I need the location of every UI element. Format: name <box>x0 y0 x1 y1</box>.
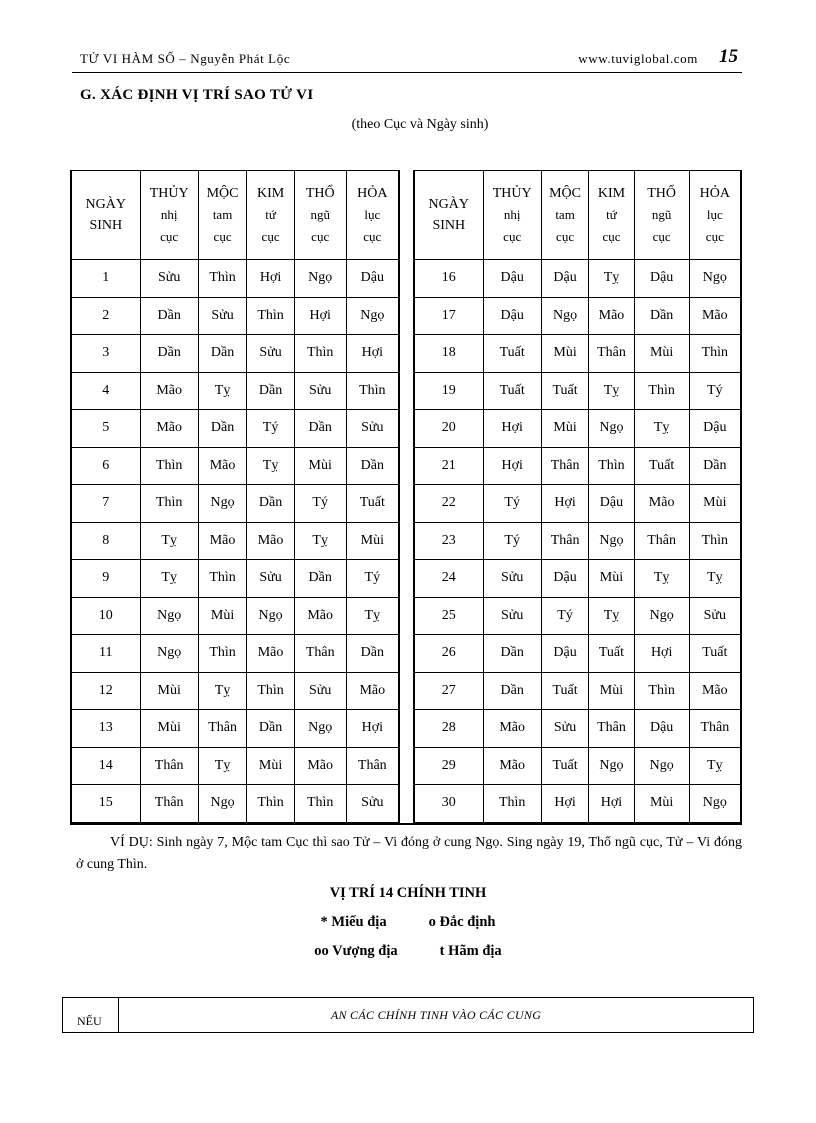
palace-cell: Sửu <box>689 597 741 635</box>
table-row <box>71 747 399 785</box>
palace-cell: Mùi <box>198 597 247 635</box>
palace-cell: Dần <box>294 560 346 598</box>
column-header <box>346 171 399 260</box>
column-header-line: lục <box>706 206 723 222</box>
palace-cell: Tý <box>483 522 541 560</box>
column-header-line: THỦY <box>492 185 532 201</box>
palace-cell: Ngọ <box>589 747 634 785</box>
column-header-line: cục <box>556 228 575 244</box>
column-header-line: ngũ <box>651 206 672 222</box>
day-cell: 28 <box>414 710 483 748</box>
day-cell: 30 <box>414 785 483 823</box>
column-header <box>483 171 541 260</box>
day-cell: 25 <box>414 597 483 635</box>
table-row <box>414 410 741 448</box>
palace-cell: Ngọ <box>140 597 198 635</box>
placement-table-header <box>62 997 754 1033</box>
legend-vuong: oo Vượng địa <box>314 943 398 959</box>
palace-cell: Sửu <box>198 297 247 335</box>
palace-cell: Mão <box>247 522 294 560</box>
palace-cell: Thìn <box>589 447 634 485</box>
palace-cell: Thìn <box>346 372 399 410</box>
legend-row-1 <box>0 914 816 931</box>
column-header-line: cục <box>652 228 671 244</box>
table-row <box>414 335 741 373</box>
column-header-line: NGÀY <box>85 197 126 212</box>
palace-cell: Thân <box>634 522 689 560</box>
palace-cell: Tỵ <box>294 522 346 560</box>
palace-cell: Dần <box>346 447 399 485</box>
palace-cell: Dậu <box>541 560 588 598</box>
palace-cell: Ngọ <box>634 597 689 635</box>
palace-cell: Dần <box>346 635 399 673</box>
palace-cell: Tỵ <box>198 747 247 785</box>
palace-cell: Thìn <box>689 335 741 373</box>
palace-cell: Thìn <box>198 260 247 298</box>
palace-cell: Dần <box>198 410 247 448</box>
table-row <box>414 297 741 335</box>
placement-column-header: AN CÁC CHÍNH TINH VÀO CÁC CUNG <box>330 1008 542 1022</box>
palace-cell: Tỵ <box>634 410 689 448</box>
palace-cell: Tuất <box>541 372 588 410</box>
palace-cell: Thìn <box>634 672 689 710</box>
column-header-line: MỘC <box>549 185 582 201</box>
table-row <box>71 522 399 560</box>
day-cell: 21 <box>414 447 483 485</box>
palace-cell: Dần <box>483 635 541 673</box>
palace-cell: Thìn <box>634 372 689 410</box>
day-cell: 2 <box>71 297 140 335</box>
column-header-line: nhị <box>503 206 521 222</box>
day-cell: 26 <box>414 635 483 673</box>
palace-cell: Tỵ <box>689 560 741 598</box>
table-row <box>71 485 399 523</box>
palace-cell: Sửu <box>483 597 541 635</box>
palace-cell: Hợi <box>541 785 588 823</box>
column-header-line: cục <box>213 228 232 244</box>
table-row <box>414 710 741 748</box>
palace-cell: Thân <box>589 710 634 748</box>
table-row <box>71 635 399 673</box>
palace-cell: Thìn <box>483 785 541 823</box>
example-paragraph: VÍ DỤ: Sinh ngày 7, Mộc tam Cục thì sao Tử – Vi đóng ở cung Ngọ. Sing ngày 19, Thổ ngũ cục, Tử – Vi đóng ở cung Thìn. <box>76 835 742 872</box>
column-header-line: cục <box>160 228 179 244</box>
palace-cell: Dần <box>689 447 741 485</box>
day-cell: 23 <box>414 522 483 560</box>
palace-cell: Tuất <box>483 372 541 410</box>
palace-cell: Thân <box>140 747 198 785</box>
legend-mieu: * Miếu địa <box>320 914 387 930</box>
palace-cell: Dậu <box>483 260 541 298</box>
palace-cell: Tỵ <box>589 260 634 298</box>
column-header-line: cục <box>261 228 280 244</box>
palace-cell: Thân <box>294 635 346 673</box>
palace-cell: Dần <box>483 672 541 710</box>
palace-cell: Tỵ <box>589 372 634 410</box>
palace-cell: Sửu <box>247 560 294 598</box>
table-row <box>414 485 741 523</box>
palace-cell: Mùi <box>589 672 634 710</box>
column-header-line: tứ <box>265 206 276 222</box>
table-row <box>71 447 399 485</box>
palace-cell: Thân <box>198 710 247 748</box>
palace-cell: Mùi <box>541 410 588 448</box>
palace-cell: Dậu <box>589 485 634 523</box>
page-number: 15 <box>719 46 738 67</box>
palace-cell: Hợi <box>634 635 689 673</box>
palace-cell: Tỵ <box>589 597 634 635</box>
palace-cell: Tuất <box>541 672 588 710</box>
palace-cell: Dần <box>247 372 294 410</box>
table-row <box>414 672 741 710</box>
palace-cell: Dậu <box>483 297 541 335</box>
palace-cell: Tuất <box>589 635 634 673</box>
table-row <box>71 560 399 598</box>
palace-cell: Mão <box>294 747 346 785</box>
palace-cell: Dần <box>247 710 294 748</box>
day-cell: 14 <box>71 747 140 785</box>
legend-row-2 <box>0 943 816 960</box>
column-header-line: lục <box>364 206 381 222</box>
palace-cell: Thìn <box>247 297 294 335</box>
day-cell: 16 <box>414 260 483 298</box>
palace-cell: Ngọ <box>294 260 346 298</box>
palace-cell: Ngọ <box>634 747 689 785</box>
palace-cell: Tuất <box>634 447 689 485</box>
palace-cell: Tỵ <box>198 372 247 410</box>
column-header-line: KIM <box>597 185 626 201</box>
palace-cell: Tý <box>541 597 588 635</box>
table-row <box>414 597 741 635</box>
day-cell: 19 <box>414 372 483 410</box>
column-header-line: MỘC <box>206 185 239 201</box>
palace-cell: Hợi <box>346 710 399 748</box>
palace-cell: Sửu <box>294 372 346 410</box>
palace-cell: Mão <box>483 747 541 785</box>
palace-cell: Dậu <box>634 260 689 298</box>
table-bottom-rule <box>70 823 742 825</box>
column-header <box>140 171 198 260</box>
palace-cell: Mùi <box>589 560 634 598</box>
palace-cell: Mùi <box>634 785 689 823</box>
day-cell: 10 <box>71 597 140 635</box>
palace-cell: Sửu <box>541 710 588 748</box>
palace-cell: Thìn <box>198 560 247 598</box>
column-header <box>634 171 689 260</box>
palace-cell: Tuất <box>346 485 399 523</box>
palace-cell: Ngọ <box>198 785 247 823</box>
column-header-line: NGÀY <box>428 197 469 212</box>
palace-cell: Tuất <box>689 635 741 673</box>
table-row <box>414 522 741 560</box>
table-body <box>414 260 741 823</box>
table-row <box>414 447 741 485</box>
column-header <box>689 171 741 260</box>
table-row <box>71 672 399 710</box>
palace-cell: Mùi <box>689 485 741 523</box>
palace-cell: Tỵ <box>247 447 294 485</box>
tuvi-table-days-16-30 <box>413 170 742 823</box>
column-header <box>71 171 140 260</box>
palace-cell: Sửu <box>140 260 198 298</box>
palace-cell: Hợi <box>589 785 634 823</box>
palace-cell: Thìn <box>198 635 247 673</box>
palace-cell: Dần <box>140 335 198 373</box>
palace-cell: Hợi <box>247 260 294 298</box>
palace-cell: Hợi <box>346 335 399 373</box>
main-stars-title: VỊ TRÍ 14 CHÍNH TINH <box>329 885 487 901</box>
table-header-row <box>71 171 399 260</box>
palace-cell: Dần <box>140 297 198 335</box>
palace-cell: Ngọ <box>689 260 741 298</box>
table-row <box>71 372 399 410</box>
palace-cell: Thìn <box>140 485 198 523</box>
day-cell: 1 <box>71 260 140 298</box>
table-row <box>71 297 399 335</box>
column-header-line: KIM <box>256 185 285 201</box>
day-cell: 17 <box>414 297 483 335</box>
palace-cell: Thân <box>541 522 588 560</box>
palace-cell: Sửu <box>483 560 541 598</box>
palace-cell: Ngọ <box>541 297 588 335</box>
palace-cell: Mão <box>198 447 247 485</box>
palace-cell: Dần <box>198 335 247 373</box>
palace-cell: Mão <box>294 597 346 635</box>
table-row <box>414 260 741 298</box>
day-cell: 4 <box>71 372 140 410</box>
palace-cell: Thân <box>589 335 634 373</box>
palace-cell: Mùi <box>140 710 198 748</box>
palace-cell: Tỵ <box>198 672 247 710</box>
palace-cell: Mùi <box>346 522 399 560</box>
day-cell: 13 <box>71 710 140 748</box>
palace-cell: Thìn <box>689 522 741 560</box>
day-cell: 12 <box>71 672 140 710</box>
palace-cell: Mùi <box>247 747 294 785</box>
palace-cell: Ngọ <box>198 485 247 523</box>
palace-cell: Ngọ <box>589 522 634 560</box>
palace-cell: Ngọ <box>140 635 198 673</box>
palace-cell: Tý <box>247 410 294 448</box>
day-cell: 5 <box>71 410 140 448</box>
subtitle-text: (theo Cục và Ngày sinh) <box>351 117 489 132</box>
column-header-line: tam <box>555 206 575 222</box>
palace-cell: Thìn <box>140 447 198 485</box>
column-header <box>589 171 634 260</box>
palace-cell: Thân <box>140 785 198 823</box>
legend-dac: o Đắc định <box>428 914 496 930</box>
day-cell: 6 <box>71 447 140 485</box>
palace-cell: Dậu <box>541 635 588 673</box>
palace-cell: Thân <box>689 710 741 748</box>
subtitle <box>0 117 816 133</box>
palace-cell: Mão <box>634 485 689 523</box>
palace-cell: Dần <box>294 410 346 448</box>
day-cell: 8 <box>71 522 140 560</box>
palace-cell: Dần <box>247 485 294 523</box>
table-row <box>414 635 741 673</box>
column-header-line: THỔ <box>305 185 335 201</box>
palace-cell: Hợi <box>483 410 541 448</box>
palace-cell: Hợi <box>483 447 541 485</box>
table-row <box>414 372 741 410</box>
day-cell: 9 <box>71 560 140 598</box>
table-header-row <box>414 171 741 260</box>
palace-cell: Dậu <box>346 260 399 298</box>
day-cell: 27 <box>414 672 483 710</box>
palace-cell: Sửu <box>346 785 399 823</box>
column-header <box>294 171 346 260</box>
palace-cell: Thìn <box>294 335 346 373</box>
table-row <box>414 560 741 598</box>
palace-cell: Sửu <box>247 335 294 373</box>
column-header-line: HỎA <box>357 185 388 201</box>
day-cell: 11 <box>71 635 140 673</box>
palace-cell: Tỵ <box>689 747 741 785</box>
day-cell: 29 <box>414 747 483 785</box>
palace-cell: Tuất <box>483 335 541 373</box>
column-header-line: cục <box>503 228 522 244</box>
column-header-line: cục <box>705 228 724 244</box>
palace-cell: Mão <box>689 672 741 710</box>
palace-cell: Dần <box>634 297 689 335</box>
palace-cell: Tý <box>294 485 346 523</box>
palace-cell: Mão <box>589 297 634 335</box>
table-row <box>71 335 399 373</box>
day-cell: 3 <box>71 335 140 373</box>
table-row <box>71 710 399 748</box>
palace-cell: Ngọ <box>689 785 741 823</box>
if-column-header: NẾU <box>63 998 119 1032</box>
column-header-line: cục <box>363 228 382 244</box>
palace-cell: Hợi <box>294 297 346 335</box>
palace-cell: Tý <box>689 372 741 410</box>
palace-cell: Dậu <box>541 260 588 298</box>
palace-cell: Tỵ <box>346 597 399 635</box>
day-cell: 15 <box>71 785 140 823</box>
column-header <box>541 171 588 260</box>
column-header-line: SINH <box>432 218 466 233</box>
legend-ham: t Hãm địa <box>439 943 502 959</box>
section-title: G. XÁC ĐỊNH VỊ TRÍ SAO TỬ VI <box>80 87 314 103</box>
column-header-line: ngũ <box>310 206 330 222</box>
table-row <box>71 597 399 635</box>
palace-cell: Thân <box>541 447 588 485</box>
palace-cell: Mão <box>247 635 294 673</box>
palace-cell: Tỵ <box>634 560 689 598</box>
palace-cell: Mão <box>346 672 399 710</box>
palace-cell: Tý <box>346 560 399 598</box>
column-header-line: HỎA <box>699 185 730 201</box>
palace-cell: Mùi <box>294 447 346 485</box>
palace-cell: Mão <box>140 372 198 410</box>
palace-cell: Tuất <box>541 747 588 785</box>
palace-cell: Dậu <box>634 710 689 748</box>
table-row <box>414 747 741 785</box>
palace-cell: Mão <box>198 522 247 560</box>
palace-cell: Thìn <box>247 785 294 823</box>
table-row <box>71 410 399 448</box>
website-url[interactable]: www.tuviglobal.com <box>578 51 698 66</box>
palace-cell: Ngọ <box>247 597 294 635</box>
palace-cell: Thân <box>346 747 399 785</box>
palace-cell: Sửu <box>294 672 346 710</box>
palace-cell: Mùi <box>541 335 588 373</box>
tuvi-table-days-1-15 <box>70 170 400 823</box>
palace-cell: Dậu <box>689 410 741 448</box>
day-cell: 22 <box>414 485 483 523</box>
day-cell: 24 <box>414 560 483 598</box>
palace-cell: Hợi <box>541 485 588 523</box>
table-body <box>71 260 399 823</box>
day-cell: 18 <box>414 335 483 373</box>
palace-cell: Tỵ <box>140 522 198 560</box>
day-cell: 7 <box>71 485 140 523</box>
column-header-line: nhị <box>160 206 178 222</box>
palace-cell: Ngọ <box>346 297 399 335</box>
page-header <box>72 48 742 73</box>
palace-cell: Tỵ <box>140 560 198 598</box>
column-header-line: cục <box>311 228 330 244</box>
palace-cell: Mùi <box>634 335 689 373</box>
column-header-line: SINH <box>89 218 123 233</box>
palace-cell: Mão <box>483 710 541 748</box>
palace-cell: Thìn <box>247 672 294 710</box>
palace-cell: Thìn <box>294 785 346 823</box>
table-row <box>414 785 741 823</box>
palace-cell: Tý <box>483 485 541 523</box>
column-header <box>247 171 294 260</box>
column-header-line: cục <box>602 228 621 244</box>
table-row <box>71 260 399 298</box>
palace-cell: Mão <box>140 410 198 448</box>
table-row <box>71 785 399 823</box>
day-cell: 20 <box>414 410 483 448</box>
palace-cell: Mão <box>689 297 741 335</box>
column-header-line: THỦY <box>149 185 189 201</box>
column-header-line: THỔ <box>647 185 677 201</box>
palace-cell: Ngọ <box>294 710 346 748</box>
palace-cell: Sửu <box>346 410 399 448</box>
palace-cell: Mùi <box>140 672 198 710</box>
column-header <box>414 171 483 260</box>
column-header-line: tứ <box>606 206 617 222</box>
column-header <box>198 171 247 260</box>
book-title: TỬ VI HÀM SỐ – Nguyễn Phát Lộc <box>80 51 291 66</box>
column-header-line: tam <box>212 206 233 222</box>
palace-cell: Ngọ <box>589 410 634 448</box>
